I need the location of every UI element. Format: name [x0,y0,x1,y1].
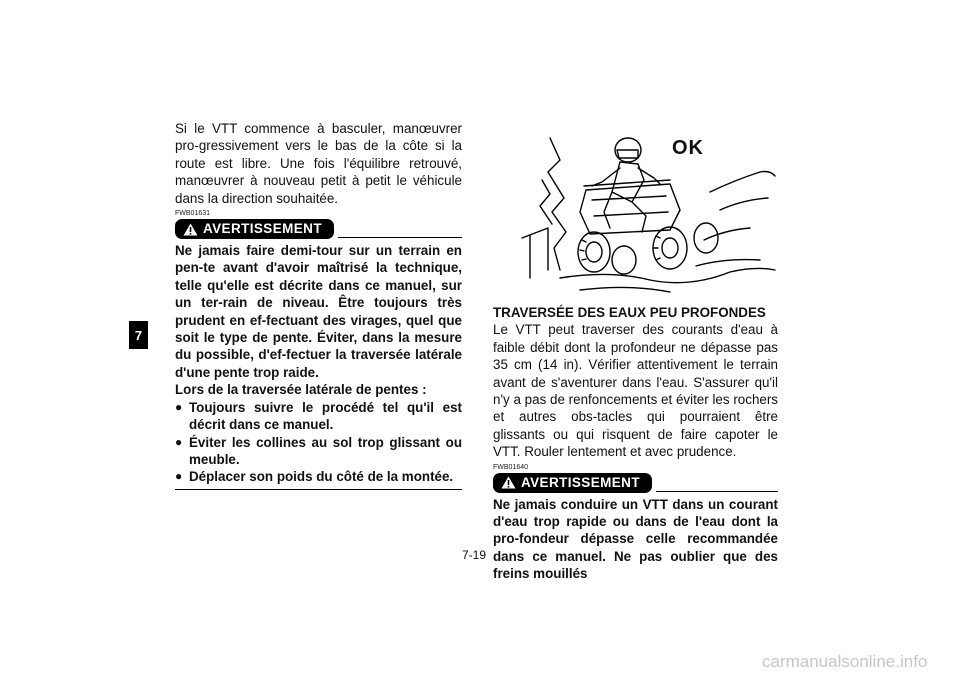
warning-rule [338,237,462,238]
warning-triangle-icon [183,223,198,236]
body-paragraph: Le VTT peut traverser des courants d'eau à faible débit dont la profondeur ne dépasse pas 35 cm (14 in). Vérifier attentivement le terrain avant de s'aventurer dans l'eau. S'assurer qu'il n'y a pas de renfoncements et éviter les rochers et autres obs-tacles qui pourraient être glissants ou qui risquent de faire capoter le VTT. Rouler lentement et avec prudence. [493,322,778,460]
warning-code: FWB01640 [493,463,529,471]
atv-illustration [520,120,778,298]
list-item: ● Déplacer son poids du côté de la montée. [175,469,454,485]
warning-header [175,219,462,239]
warning-text: Ne jamais conduire un VTT dans un courant d'eau trop rapide ou dans de l'eau dont la pro-fondeur dépasse celle recommandée dans ce manuel. Ne pas oublier que des freins mouillés [493,496,778,582]
page-number: 7-19 [462,548,487,562]
bullet-icon: ● [175,399,183,414]
warning-text: Ne jamais faire demi-tour sur un terrain en pen-te avant d'avoir maîtrisé la technique, telle qu'elle est décrite dans ce manuel, sur un ter-rain de niveau. Être toujours très prudent en ef-fectuant des virages, quel que soit le type de pente. Éviter, dans la mesure du possible, d'ef-fectuer la traversée latérale d'une pente trop raide. [175,243,462,380]
left-column [175,120,462,490]
warning-badge [175,219,334,239]
right-column [493,304,778,583]
list-heading: Lors de la traversée latérale de pentes : [175,382,427,398]
warning-label: AVERTISSEMENT [521,474,640,490]
list-item: ● Toujours suivre le procédé tel qu'il est décrit dans ce manuel. [175,399,462,433]
bullet-icon: ● [175,434,183,449]
warning-code: FWB01631 [175,210,211,218]
watermark: carmanualsonline.info [762,652,928,671]
warning-end-rule [175,489,462,490]
warning-rule [656,491,778,492]
atv-rider-drawing [520,120,778,298]
warning-header [493,473,778,493]
chapter-tab: 7 [129,321,148,349]
list-item: ● Éviter les collines au sol trop glissant ou meuble. [175,434,462,467]
intro-paragraph: Si le VTT commence à basculer, manœuvrer pro-gressivement vers le bas de la côte si la route est libre. Une fois l'équilibre retrouvé, manœuvrer à nouveau petit à petit le véhicule dans la direction souhaitée. [175,121,462,206]
bullet-icon: ● [175,469,183,484]
section-heading: TRAVERSÉE DES EAUX PEU PROFONDES [493,305,766,320]
warning-label: AVERTISSEMENT [203,221,322,237]
warning-triangle-icon [501,476,516,489]
ok-label: OK [672,137,704,159]
warning-badge [493,473,652,493]
